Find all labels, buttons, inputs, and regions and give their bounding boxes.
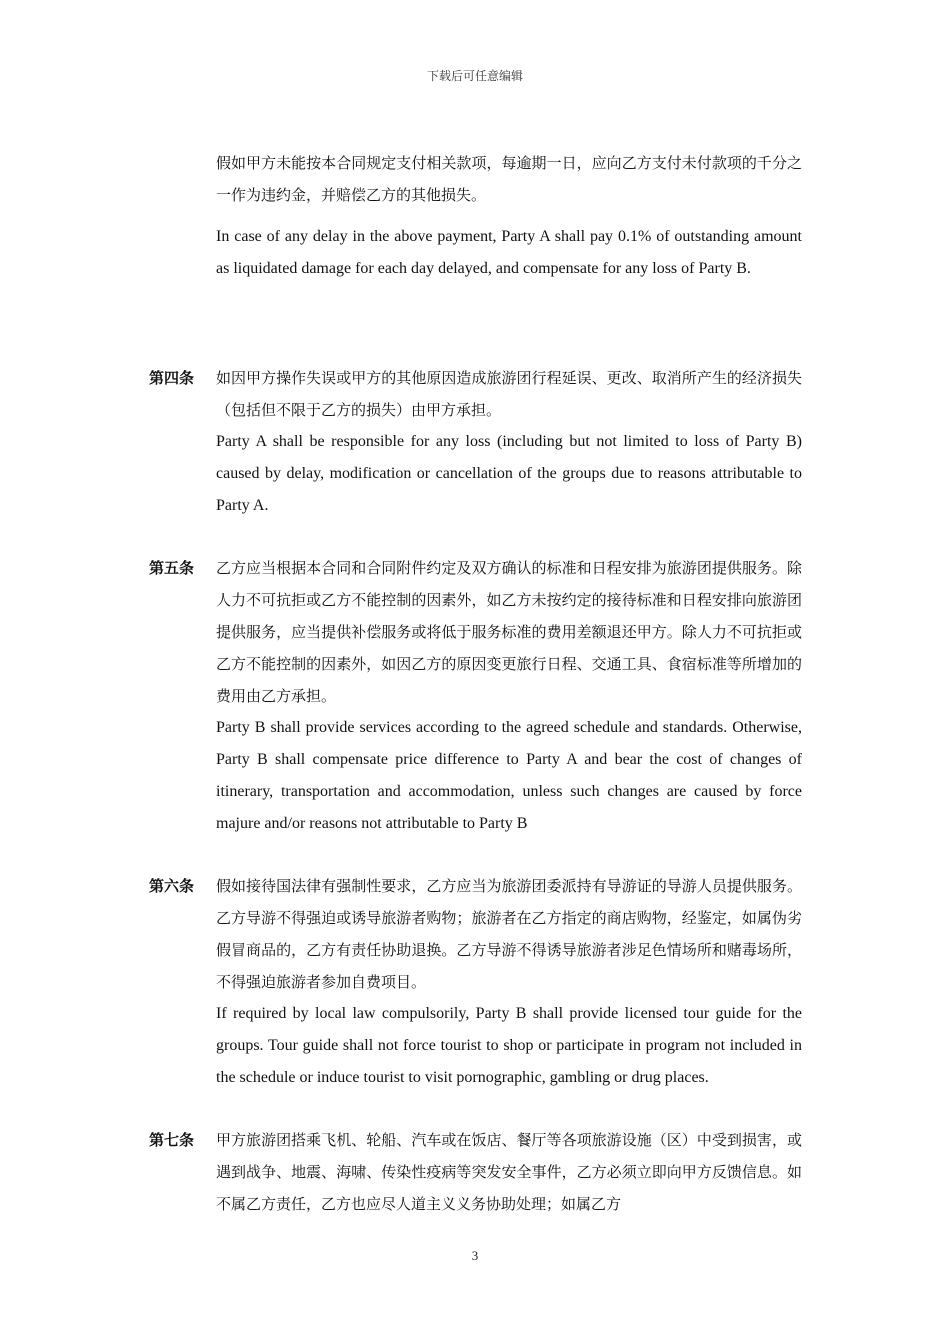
article-6-en: If required by local law compulsorily, Party B shall provide licensed tour guide for the groups. Tour guide shall not force tourist to shop or participate in program not included in the schedule or induce tourist to visit pornographic, gambling or drug places. bbox=[216, 1005, 802, 1086]
article-6-label: 第六条 bbox=[149, 877, 195, 895]
intro-en: In case of any delay in the above payment, Party A shall pay 0.1% of outstanding amount as liquidated damage for each day delayed, and compensate for any loss of Party B. bbox=[216, 228, 802, 277]
intro-paragraph bbox=[216, 147, 802, 285]
article-4-label: 第四条 bbox=[149, 369, 195, 387]
article-5-label: 第五条 bbox=[149, 559, 195, 577]
article-5-zh: 乙方应当根据本合同和合同附件约定及双方确认的标准和日程安排为旅游团提供服务。除人力不可抗拒或乙方不能控制的因素外，如乙方未按约定的接待标准和日程安排向旅游团提供服务，应当提供补偿服务或将低于服务标准的费用差额退还甲方。除人力不可抗拒或乙方不能控制的因素外，如因乙方的原因变更旅行日程、交通工具、食宿标准等所增加的费用由乙方承担。 bbox=[216, 559, 802, 705]
article-4-body bbox=[216, 362, 802, 522]
article-7-zh: 甲方旅游团搭乘飞机、轮船、汽车或在饭店、餐厅等各项旅游设施（区）中受到损害，或遇到战争、地震、海啸、传染性疫病等突发安全事件，乙方必须立即向甲方反馈信息。如不属乙方责任，乙方也应尽人道主义义务协助处理；如属乙方 bbox=[216, 1131, 802, 1213]
intro-zh: 假如甲方未能按本合同规定支付相关款项，每逾期一日，应向乙方支付未付款项的千分之一作为违约金，并赔偿乙方的其他损失。 bbox=[216, 154, 802, 204]
article-7-body bbox=[216, 1124, 802, 1220]
article-5-body bbox=[216, 552, 802, 840]
article-6-body bbox=[216, 870, 802, 1094]
page-number: 3 bbox=[471, 1248, 479, 1263]
article-5-en: Party B shall provide services according to the agreed schedule and standards. Otherwise, Party B shall compensate price difference to Party A and bear the cost of changes of itinerary, transportation and accommodation, unless such changes are caused by force majure and/or reasons not attributable to Party B bbox=[216, 719, 802, 832]
article-7-label: 第七条 bbox=[149, 1131, 195, 1149]
page-header: 下载后可任意编辑 bbox=[426, 69, 523, 83]
article-6-zh: 假如接待国法律有强制性要求，乙方应当为旅游团委派持有导游证的导游人员提供服务。乙方导游不得强迫或诱导旅游者购物；旅游者在乙方指定的商店购物，经鉴定，如属伪劣假冒商品的，乙方有责任协助退换。乙方导游不得诱导旅游者涉足色情场所和赌毒场所，不得强迫旅游者参加自费项目。 bbox=[216, 877, 802, 991]
article-4-en: Party A shall be responsible for any loss (including but not limited to loss of Party B) caused by delay, modification or cancellation of the groups due to reasons attributable to Party A. bbox=[216, 433, 802, 514]
article-4-zh: 如因甲方操作失误或甲方的其他原因造成旅游团行程延误、更改、取消所产生的经济损失（包括但不限于乙方的损失）由甲方承担。 bbox=[216, 369, 802, 419]
